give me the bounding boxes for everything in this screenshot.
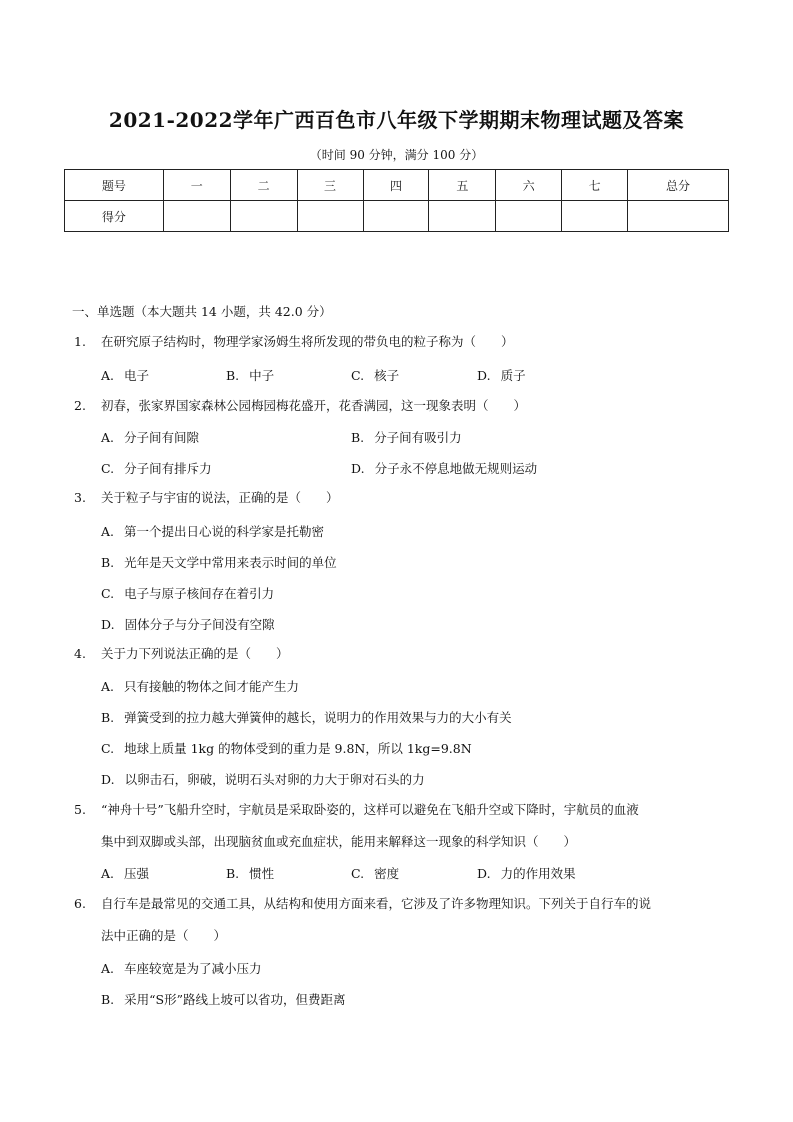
- table-cell: 三: [297, 170, 363, 201]
- option-d: [101, 770, 425, 788]
- option-text: 密度: [374, 866, 400, 881]
- table-cell: 总分: [628, 170, 729, 201]
- exam-info: （时间 90 分钟，满分 100 分）: [309, 148, 484, 162]
- option-text: 只有接触的物体之间才能产生力: [124, 679, 300, 694]
- option-label: D.: [101, 772, 115, 787]
- option-label: D.: [477, 866, 491, 881]
- option-label: A.: [101, 679, 115, 694]
- option-text: 中子: [249, 368, 275, 383]
- option-label: C.: [101, 586, 115, 601]
- option-d: [477, 366, 526, 384]
- question-text: 关于力下列说法正确的是（ ）: [101, 646, 289, 661]
- question-text: 法中正确的是（ ）: [101, 928, 227, 943]
- question-text: 初春，张家界国家森林公园梅园梅花盛开，花香满园，这一现象表明（ ）: [101, 398, 527, 413]
- option-d: [477, 864, 576, 882]
- table-cell: 题号: [65, 170, 164, 201]
- table-cell: 六: [496, 170, 562, 201]
- option-label: C.: [351, 866, 365, 881]
- option-label: B.: [226, 866, 240, 881]
- option-label: A.: [101, 866, 115, 881]
- score-cell: [230, 201, 297, 232]
- option-label: A.: [101, 961, 115, 976]
- option-d: [351, 459, 537, 477]
- question-text: 自行车是最常见的交通工具，从结构和使用方面来看，它涉及了许多物理知识。下列关于自行车的说: [101, 896, 652, 911]
- question-text: 在研究原子结构时，物理学家汤姆生将所发现的带负电的粒子称为（ ）: [101, 334, 514, 349]
- option-label: A.: [101, 524, 115, 539]
- question-number: 5.: [74, 802, 86, 817]
- option-a: [101, 366, 149, 384]
- option-text: 固体分子与分子间没有空隙: [124, 617, 275, 632]
- option-label: B.: [101, 710, 115, 725]
- question-number: 2.: [74, 398, 86, 413]
- question-number: 3.: [74, 490, 86, 505]
- option-c: [101, 739, 472, 757]
- option-a: [101, 959, 262, 977]
- option-text: 电子: [124, 368, 150, 383]
- score-table-header-row: [65, 170, 729, 201]
- option-c: [101, 459, 212, 477]
- option-text: 力的作用效果: [500, 866, 576, 881]
- option-b: [101, 553, 337, 571]
- option-label: D.: [351, 461, 365, 476]
- page-title: 2021-2022学年广西百色市八年级下学期期末物理试题及答案: [108, 108, 685, 132]
- option-b: [101, 708, 512, 726]
- score-table-score-row: [65, 201, 729, 232]
- option-text: 压强: [124, 866, 150, 881]
- option-b: [226, 366, 274, 384]
- table-cell: 四: [363, 170, 429, 201]
- table-cell: 七: [562, 170, 628, 201]
- option-d: [101, 615, 275, 633]
- question-number: 4.: [74, 646, 86, 661]
- option-label: B.: [351, 430, 365, 445]
- option-a: [101, 677, 299, 695]
- option-c: [101, 584, 274, 602]
- score-cell: [562, 201, 628, 232]
- option-text: 分子间有排斥力: [124, 461, 212, 476]
- table-cell: 二: [230, 170, 297, 201]
- question-number: 1.: [74, 334, 86, 349]
- table-cell: 得分: [65, 201, 164, 232]
- option-text: 分子间有间隙: [124, 430, 200, 445]
- option-label: A.: [101, 368, 115, 383]
- table-cell: 一: [163, 170, 230, 201]
- option-a: [101, 522, 324, 540]
- option-b: [351, 428, 462, 446]
- option-label: B.: [226, 368, 240, 383]
- option-text: 地球上质量 1kg 的物体受到的重力是 9.8N，所以 1kg=9.8N: [124, 741, 472, 756]
- option-a: [101, 428, 199, 446]
- option-label: B.: [101, 992, 115, 1007]
- option-label: C.: [101, 461, 115, 476]
- option-text: 电子与原子核间存在着引力: [124, 586, 275, 601]
- score-cell: [628, 201, 729, 232]
- option-label: A.: [101, 430, 115, 445]
- question-text: 关于粒子与宇宙的说法，正确的是（ ）: [101, 490, 339, 505]
- question-number: 6.: [74, 896, 86, 911]
- score-cell: [363, 201, 429, 232]
- score-cell: [496, 201, 562, 232]
- option-label: B.: [101, 555, 115, 570]
- option-text: 以卵击石，卵破，说明石头对卵的力大于卵对石头的力: [124, 772, 425, 787]
- option-text: 质子: [500, 368, 526, 383]
- option-label: C.: [101, 741, 115, 756]
- score-table: [64, 169, 729, 232]
- option-b: [226, 864, 274, 882]
- option-c: [351, 864, 399, 882]
- section-heading: 一、单选题（本大题共 14 小题，共 42.0 分）: [72, 304, 332, 319]
- option-b: [101, 990, 346, 1008]
- option-a: [101, 864, 149, 882]
- option-label: C.: [351, 368, 365, 383]
- option-text: 核子: [374, 368, 400, 383]
- question-text: 集中到双脚或头部，出现脑贫血或充血症状，能用来解释这一现象的科学知识（ ）: [101, 834, 577, 849]
- option-label: D.: [101, 617, 115, 632]
- score-cell: [429, 201, 496, 232]
- option-text: 采用“S形”路线上坡可以省功，但费距离: [124, 992, 346, 1007]
- score-cell: [297, 201, 363, 232]
- option-text: 车座较宽是为了减小压力: [124, 961, 262, 976]
- option-text: 弹簧受到的拉力越大弹簧伸的越长，说明力的作用效果与力的大小有关: [124, 710, 512, 725]
- option-text: 分子间有吸引力: [374, 430, 462, 445]
- option-label: D.: [477, 368, 491, 383]
- option-text: 光年是天文学中常用来表示时间的单位: [124, 555, 337, 570]
- table-cell: 五: [429, 170, 496, 201]
- score-cell: [163, 201, 230, 232]
- option-c: [351, 366, 399, 384]
- option-text: 惯性: [249, 866, 275, 881]
- option-text: 分子永不停息地做无规则运动: [374, 461, 538, 476]
- option-text: 第一个提出日心说的科学家是托勒密: [124, 524, 325, 539]
- question-text: “神舟十号”飞船升空时，宇航员是采取卧姿的，这样可以避免在飞船升空或下降时，宇航员的血液: [101, 802, 639, 817]
